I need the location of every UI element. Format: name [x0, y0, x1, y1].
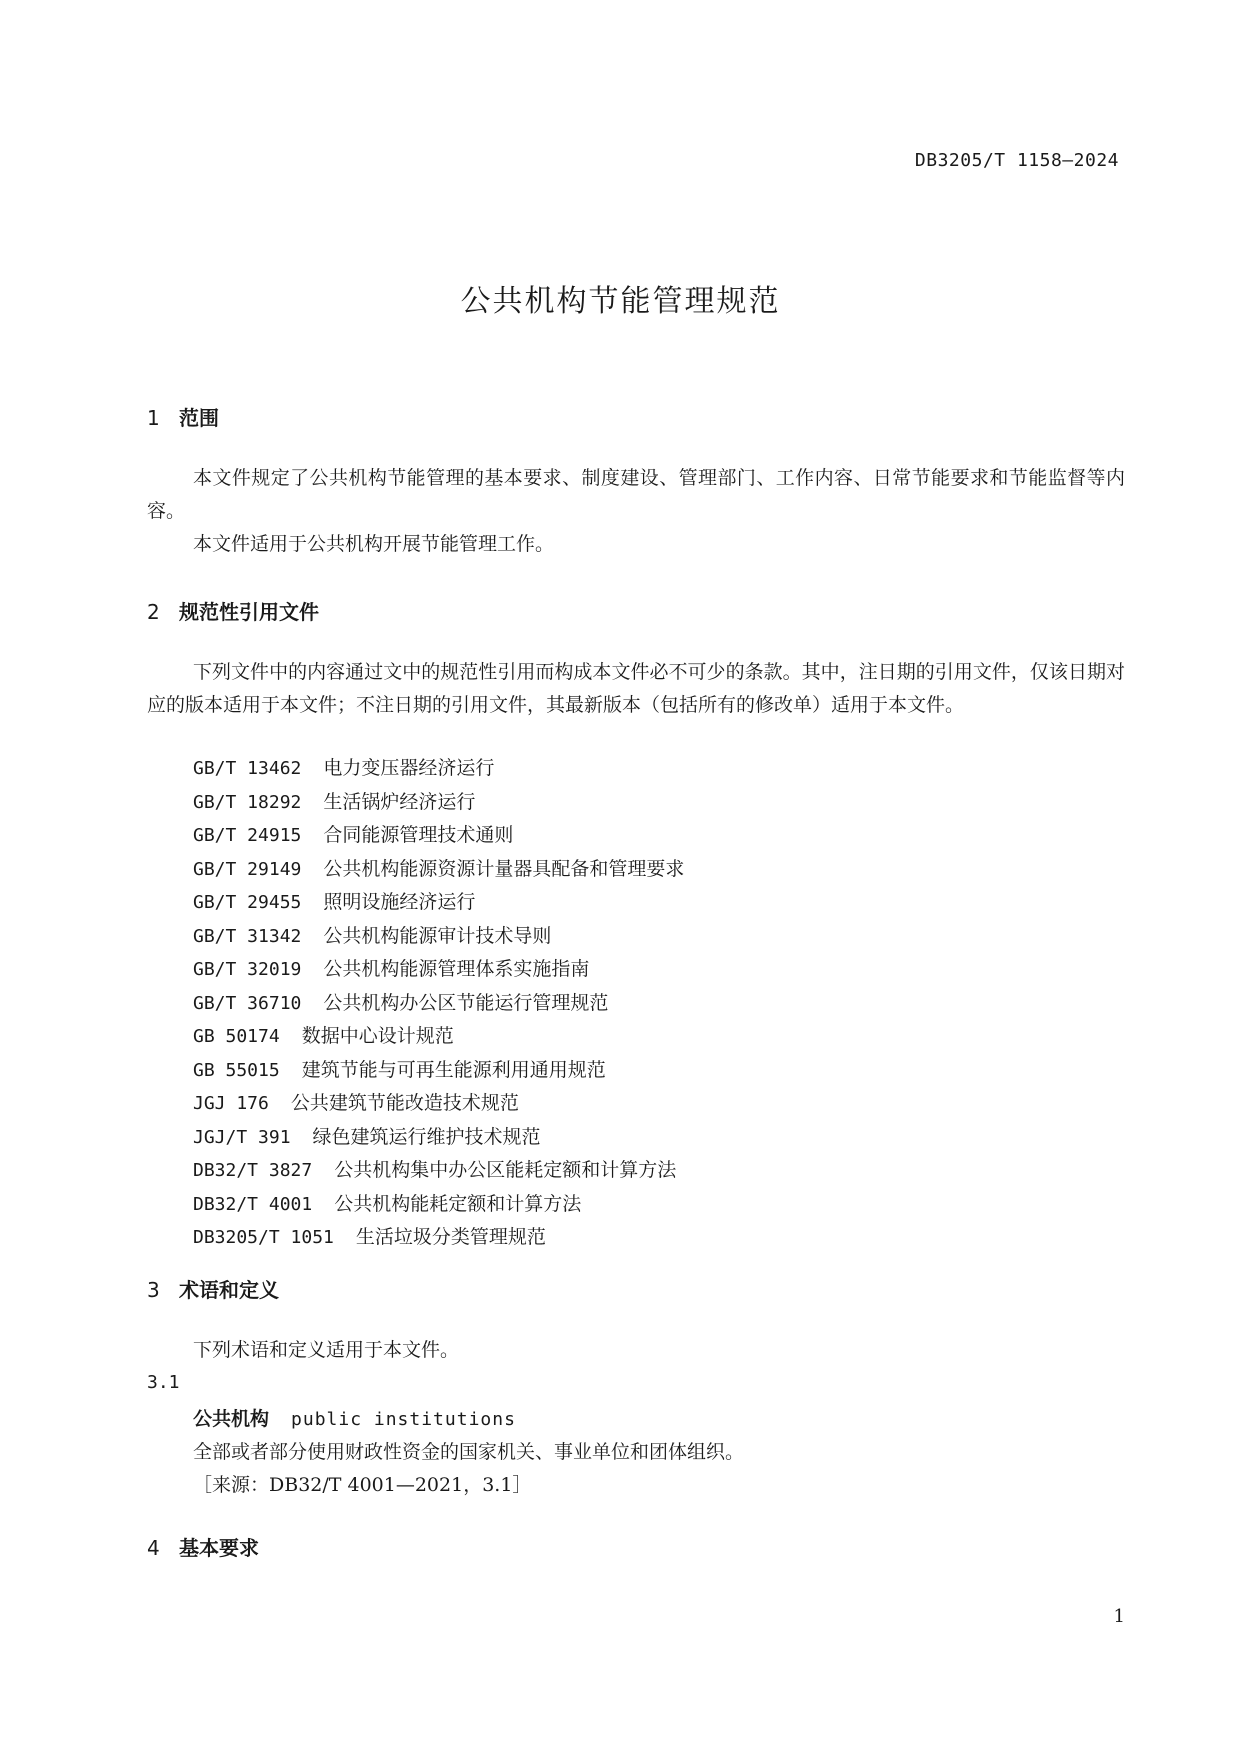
reference-code: GB 55015 — [193, 1059, 280, 1081]
reference-item — [193, 953, 684, 987]
section-2-heading — [147, 596, 319, 625]
reference-title: 公共机构能源审计技术导则 — [323, 924, 552, 947]
reference-item — [193, 752, 684, 786]
document-title: 公共机构节能管理规范 — [460, 284, 781, 319]
reference-item — [193, 1188, 684, 1222]
reference-code: DB3205/T 1051 — [193, 1227, 334, 1248]
reference-code: JGJ/T 391 — [193, 1126, 291, 1148]
section-number: 3 — [147, 1278, 160, 1302]
reference-item — [193, 987, 684, 1021]
reference-item — [193, 853, 684, 887]
reference-title: 公共机构能源资源计量器具配备和管理要求 — [323, 857, 685, 880]
reference-code: GB/T 29455 — [193, 892, 302, 913]
reference-code: GB/T 31342 — [193, 925, 302, 947]
reference-title: 公共建筑节能改造技术规范 — [290, 1092, 519, 1114]
reference-item — [193, 1221, 684, 1255]
reference-title: 生活垃圾分类管理规范 — [355, 1226, 546, 1248]
reference-title: 公共机构能源管理体系实施指南 — [323, 958, 590, 980]
section-1-paragraph: 本文件规定了公共机构节能管理的基本要求、制度建设、管理部门、工作内容、日常节能要求和节能监督等内容。 — [147, 467, 1125, 522]
reference-title: 绿色建筑运行维护技术规范 — [312, 1125, 541, 1148]
section-1-heading — [147, 402, 219, 431]
reference-code: GB/T 18292 — [193, 791, 302, 813]
section-title: 范围 — [179, 406, 219, 430]
section-3-heading — [147, 1274, 279, 1303]
reference-code: DB32/T 3827 — [193, 1160, 313, 1181]
reference-code: JGJ 176 — [193, 1093, 269, 1114]
reference-item — [193, 920, 684, 954]
reference-code: GB 50174 — [193, 1026, 280, 1047]
page-number: 1 — [1113, 1606, 1125, 1627]
reference-item — [193, 819, 684, 853]
term-source: ［来源：DB32/T 4001—2021，3.1］ — [193, 1474, 532, 1496]
section-number: 4 — [147, 1536, 160, 1560]
section-number: 2 — [147, 600, 160, 624]
section-number: 1 — [147, 406, 160, 430]
reference-title: 公共机构能耗定额和计算方法 — [334, 1192, 582, 1215]
reference-code: GB/T 13462 — [193, 758, 302, 779]
section-4-heading — [147, 1532, 259, 1561]
reference-title: 建筑节能与可再生能源利用通用规范 — [301, 1058, 606, 1081]
document-code: DB3205/T 1158—2024 — [914, 150, 1119, 171]
reference-item — [193, 886, 684, 920]
reference-code: GB/T 24915 — [193, 825, 302, 846]
reference-title: 公共机构办公区节能运行管理规范 — [323, 991, 609, 1014]
reference-item — [193, 1054, 684, 1088]
reference-code: DB32/T 4001 — [193, 1193, 313, 1215]
section-title: 规范性引用文件 — [179, 600, 319, 624]
section-1-paragraph: 本文件适用于公共机构开展节能管理工作。 — [193, 533, 555, 555]
section-title: 基本要求 — [179, 1536, 259, 1560]
reference-title: 数据中心设计规范 — [301, 1025, 454, 1047]
reference-code: GB/T 36710 — [193, 992, 302, 1014]
reference-list — [193, 752, 684, 1255]
term-chinese: 公共机构 — [193, 1408, 270, 1430]
reference-title: 生活锅炉经济运行 — [323, 790, 476, 813]
reference-code: GB/T 32019 — [193, 959, 302, 980]
reference-title: 公共机构集中办公区能耗定额和计算方法 — [334, 1159, 677, 1181]
section-2-intro: 下列文件中的内容通过文中的规范性引用而构成本文件必不可少的条款。其中，注日期的引用文件，仅该日期对应的版本适用于本文件；不注日期的引用文件，其最新版本（包括所有的修改单）适用于本文件。 — [147, 661, 1125, 716]
section-title: 术语和定义 — [179, 1278, 279, 1302]
section-3-intro: 下列术语和定义适用于本文件。 — [193, 1339, 460, 1361]
term-english: public institutions — [291, 1409, 516, 1430]
reference-item — [193, 1087, 684, 1121]
term-definition: 全部或者部分使用财政性资金的国家机关、事业单位和团体组织。 — [193, 1441, 745, 1463]
term-entry — [193, 1404, 516, 1431]
reference-item — [193, 1020, 684, 1054]
reference-title: 合同能源管理技术通则 — [323, 824, 514, 846]
reference-title: 电力变压器经济运行 — [323, 757, 495, 779]
reference-item — [193, 1121, 684, 1155]
reference-title: 照明设施经济运行 — [323, 891, 476, 913]
term-number: 3.1 — [147, 1372, 180, 1393]
reference-item — [193, 1154, 684, 1188]
reference-code: GB/T 29149 — [193, 858, 302, 880]
reference-item — [193, 786, 684, 820]
